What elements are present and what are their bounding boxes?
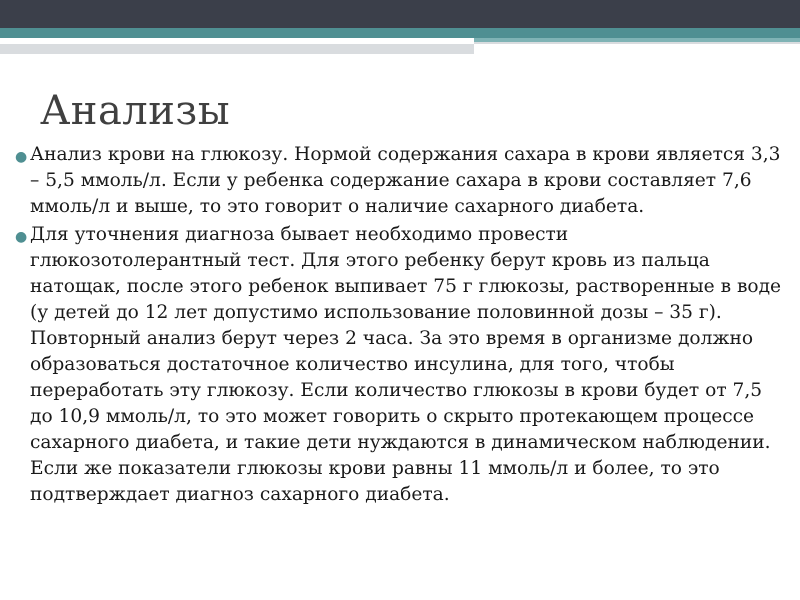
header-stripe-left bbox=[0, 38, 474, 44]
bullet-text-2: Для уточнения диагноза бывает необходимо провести глюкозотолерантный тест. Для этого ребенку берут кровь из пальца натощак, после этого ребенок выпивает 75 г глюкозы, растворенные в воде (у детей до 12 лет допустимо использование половинной дозы – 35 г). Повторный анализ берут через 2 часа. За это время в организме должно образоваться достаточное количество инсулина, для того, чтобы переработать эту глюкозу. Если количество глюкозы в крови будет от 7,5 до 10,9 ммоль/л, то это может говорить о скрыто протекающем процессе сахарного диабета, и такие дети нуждаются в динамическом наблюдении. Если же показатели глюкозы крови равны 11 ммоль/л и более, то это подтверждает диагноз сахарного диабета. bbox=[30, 224, 782, 505]
bullet-text-1: Анализ крови на глюкозу. Нормой содержания сахара в крови является 3,3 – 5,5 ммоль/л. Если у ребенка содержание сахара в крови составляет 7,6 ммоль/л и выше, то это говорит о наличие сахарного диабета. bbox=[30, 144, 781, 217]
bullet-item-2 bbox=[12, 222, 782, 508]
bullet-dot-icon: ● bbox=[15, 229, 28, 245]
header-band-dark bbox=[0, 0, 800, 28]
bullet-item-1 bbox=[12, 142, 782, 220]
bullet-dot-icon: ● bbox=[15, 149, 28, 165]
header-stripe-right bbox=[474, 44, 800, 54]
bullet-list bbox=[12, 142, 782, 510]
slide-title: Анализы bbox=[40, 88, 231, 134]
